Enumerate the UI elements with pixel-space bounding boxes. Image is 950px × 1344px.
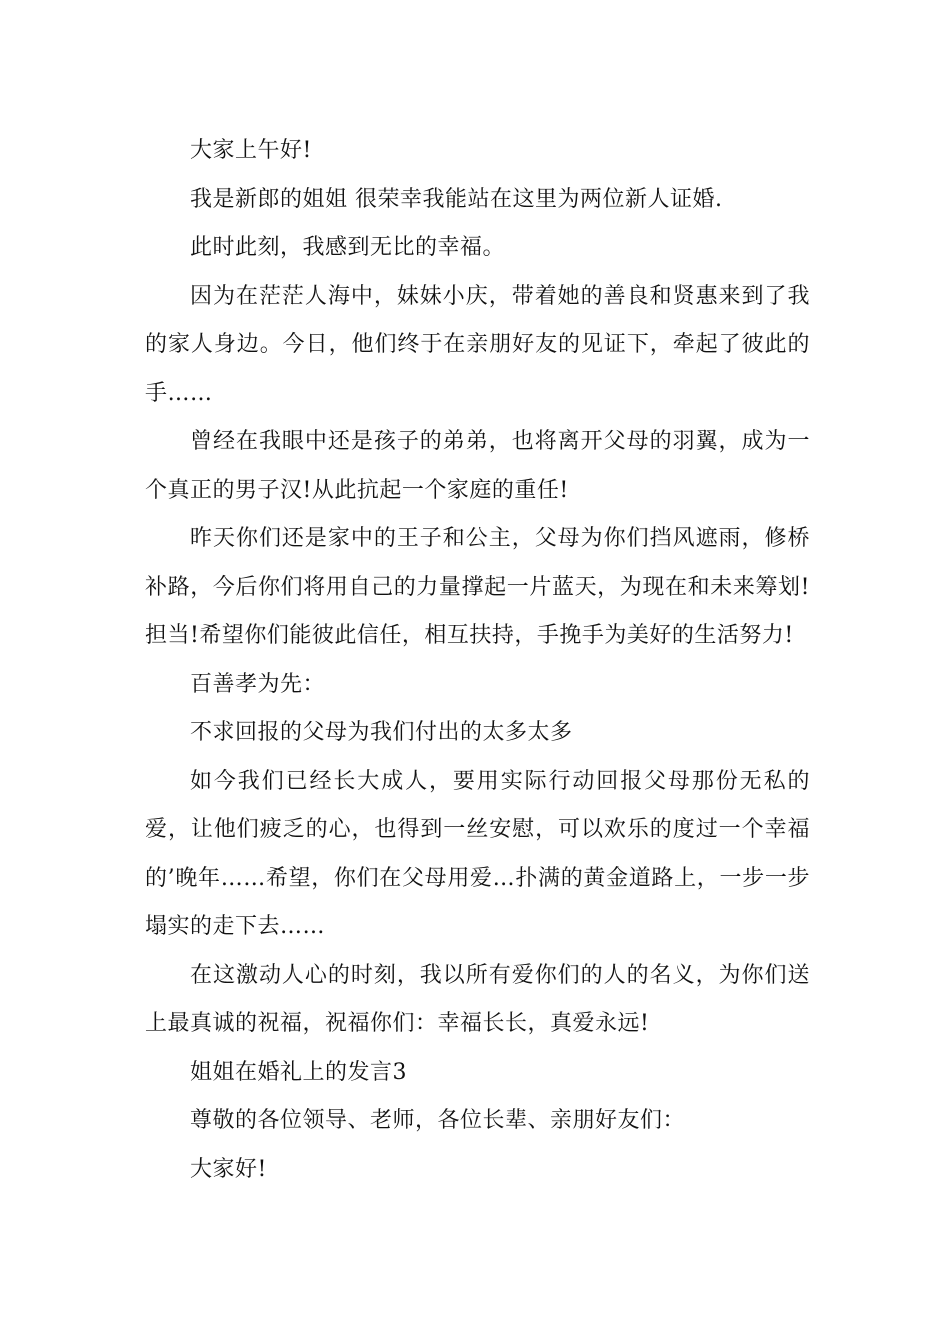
paragraph-introduction: 我是新郎的姐姐 很荣幸我能站在这里为两位新人证婚. [190,186,723,212]
paragraph-bride-arrival: 因为在茫茫人海中，妹妹小庆，带着她的善良和贤惠来到了我的家人身边。今日，他们终于在亲朋好友的见证下，牵起了彼此的手…… [145,283,810,406]
paragraph-salutation: 尊敬的各位领导、老师，各位长辈、亲朋好友们： [190,1108,686,1133]
paragraph-happiness: 此时此刻，我感到无比的幸福。 [190,235,506,260]
paragraph-greeting: 大家上午好! [190,138,312,163]
paragraph-blessing: 在这激动人心的时刻，我以所有爱你们的人的名义，为你们送上最真诚的祝福，祝福你们：幸福长长，真爱永远! [145,962,810,1036]
paragraph-final-greeting: 大家好! [190,1156,267,1182]
document-body [145,127,810,1194]
paragraph-responsibility: 昨天你们还是家中的王子和公主，父母为你们挡风遮雨，修桥补路，今后你们将用自己的力量撑起一片蓝天，为现在和未来筹划!担当!希望你们能彼此信任，相互扶持，手挽手为美好的生活努力! [145,526,810,648]
paragraph-repay-parents: 如今我们已经长大成人，要用实际行动回报父母那份无私的爱，让他们疲乏的心，也得到一丝安慰，可以欢乐的度过一个幸福的’晚年……希望，你们在父母用爱…扑满的黄金道路上，一步一步塌实的走下去…… [145,768,810,939]
section-title: 姐姐在婚礼上的发言3 [190,1059,407,1085]
paragraph-parents-giving: 不求回报的父母为我们付出的太多太多 [190,720,573,745]
paragraph-filial-piety: 百善孝为先： [190,671,326,697]
paragraph-brother: 曾经在我眼中还是孩子的弟弟，也将离开父母的羽翼，成为一个真正的男子汉!从此抗起一个家庭的重任! [145,429,810,503]
